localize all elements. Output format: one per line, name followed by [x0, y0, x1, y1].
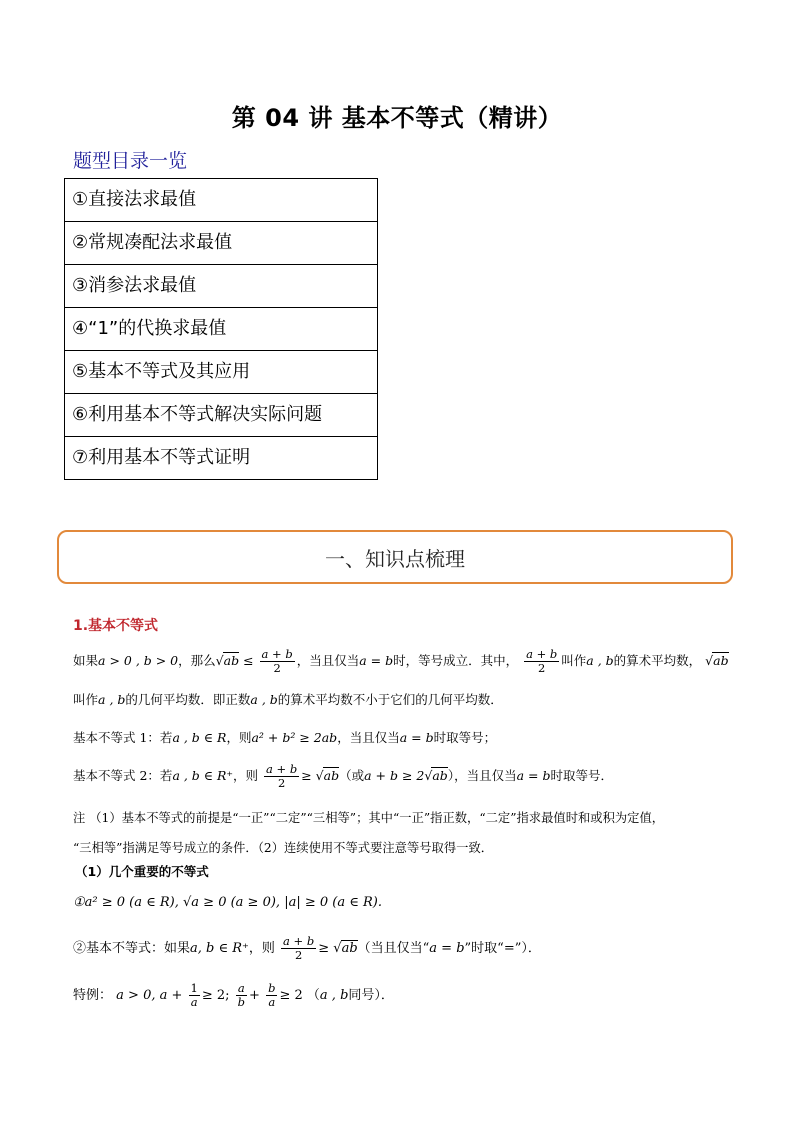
math: a , b	[250, 692, 278, 707]
text: ，当且仅当	[296, 653, 360, 668]
page-title: 第 04 讲 基本不等式（精讲）	[231, 104, 563, 132]
text: ，则	[233, 768, 259, 783]
math: a > 0 , b > 0	[98, 653, 179, 668]
text: ②基本不等式：如果	[73, 941, 191, 956]
text: 时取等号；	[433, 730, 497, 745]
definition-line-2	[73, 690, 503, 708]
sqrt-icon: √	[333, 941, 342, 956]
text: （	[306, 988, 320, 1003]
math: ≥	[301, 768, 312, 783]
text: （当且仅当“	[357, 941, 430, 956]
toc-item[interactable]: ①直接法求最值	[65, 179, 378, 222]
basic-inequality-2	[73, 763, 613, 790]
special-case	[73, 982, 394, 1009]
note-line-1: 注 （1）基本不等式的前提是“一正”“二定”“三相等”；其中“一正”指正数，“二定”指求最值时和或积为定值，	[73, 811, 665, 825]
fraction: $\frac{a + b}{2}$	[261, 647, 293, 675]
text: ），当且仅当	[447, 768, 517, 783]
text: ”时取“=”）．	[464, 941, 541, 956]
text: ，则	[248, 941, 275, 956]
text: 时取等号．	[550, 768, 613, 783]
math: ≤	[243, 653, 254, 668]
math: a , b	[586, 653, 614, 668]
fraction: $\frac{a + b}{2}$	[526, 647, 558, 675]
math: a , b ∈ R⁺	[172, 768, 234, 783]
sub-heading: （1）几个重要的不等式	[75, 864, 209, 879]
math: a , b ∈ R	[172, 730, 227, 745]
toc-item[interactable]: ②常规凑配法求最值	[65, 222, 378, 265]
fraction: $\frac{a}{b}$	[237, 981, 246, 1009]
sqrt-icon: √	[215, 653, 224, 668]
toc-item[interactable]: ④“1”的代换求最值	[65, 308, 378, 351]
text: （或	[339, 768, 365, 783]
math: ab	[713, 653, 729, 668]
subsection-heading: 1.基本不等式	[73, 618, 159, 634]
math: a = b	[516, 768, 551, 783]
basic-inequality-item-2	[73, 935, 541, 962]
math: ①a² ≥ 0 (a ∈ R), √a ≥ 0 (a ≥ 0), |a| ≥ 0 (a ∈ R).	[73, 895, 382, 910]
text: 特例：	[73, 988, 113, 1003]
fraction: $\frac{a + b}{2}$	[283, 934, 315, 962]
math: +	[249, 988, 260, 1003]
math: a > 0, a +	[116, 988, 183, 1003]
text: ，当且仅当	[337, 730, 400, 745]
note-line-2: “三相等”指满足等号成立的条件．（2）连续使用不等式要注意等号取得一致．	[73, 841, 494, 855]
math: a² + b² ≥ 2ab	[251, 730, 338, 745]
text: 叫作	[73, 692, 99, 707]
math: ≥ 2	[279, 988, 303, 1003]
toc-table	[64, 178, 378, 480]
sqrt-icon: √	[315, 768, 324, 783]
math: a = b	[359, 653, 394, 668]
important-inequalities	[73, 895, 382, 910]
text: 的几何平均数．即正数	[125, 692, 251, 707]
sqrt-icon: √	[424, 768, 433, 783]
section-title: 一、知识点梳理	[325, 546, 465, 571]
math: ab	[323, 768, 340, 783]
toc-item[interactable]: ⑤基本不等式及其应用	[65, 351, 378, 394]
math: a , b	[319, 988, 349, 1003]
text: 的算术平均数，	[613, 653, 702, 668]
math: ab	[223, 653, 240, 668]
math: ab	[432, 768, 448, 783]
toc-item[interactable]: ⑦利用基本不等式证明	[65, 437, 378, 480]
math: a , b	[98, 692, 126, 707]
text: ，那么	[178, 653, 216, 668]
text: 叫作	[561, 653, 587, 668]
toc-item[interactable]: ⑥利用基本不等式解决实际问题	[65, 394, 378, 437]
text: 基本不等式 1：若	[73, 730, 173, 745]
fraction: $\frac{a + b}{2}$	[266, 762, 298, 790]
section-banner	[57, 530, 733, 584]
toc-heading: 题型目录一览	[73, 150, 188, 172]
math: ≥ 2;	[201, 988, 230, 1003]
math: a = b	[399, 730, 434, 745]
math: ab	[341, 941, 358, 956]
fraction: $\frac{b}{a}$	[268, 981, 276, 1009]
fraction: $\frac{1}{a}$	[190, 981, 198, 1009]
text: 时，等号成立．其中，	[393, 653, 519, 668]
text: 基本不等式 2：若	[73, 768, 173, 783]
math: a, b ∈ R⁺	[190, 941, 249, 956]
math: ≥	[318, 941, 330, 956]
sqrt-icon: √	[705, 653, 714, 668]
definition-line-1	[73, 648, 729, 675]
math: a + b ≥ 2	[364, 768, 425, 783]
text: 同号）．	[348, 988, 394, 1003]
text: ，则	[226, 730, 252, 745]
math: a = b	[429, 941, 465, 956]
toc-item[interactable]: ③消参法求最值	[65, 265, 378, 308]
text: 的算术平均数不小于它们的几何平均数．	[277, 692, 503, 707]
basic-inequality-1	[73, 728, 496, 746]
text: 如果	[73, 653, 99, 668]
